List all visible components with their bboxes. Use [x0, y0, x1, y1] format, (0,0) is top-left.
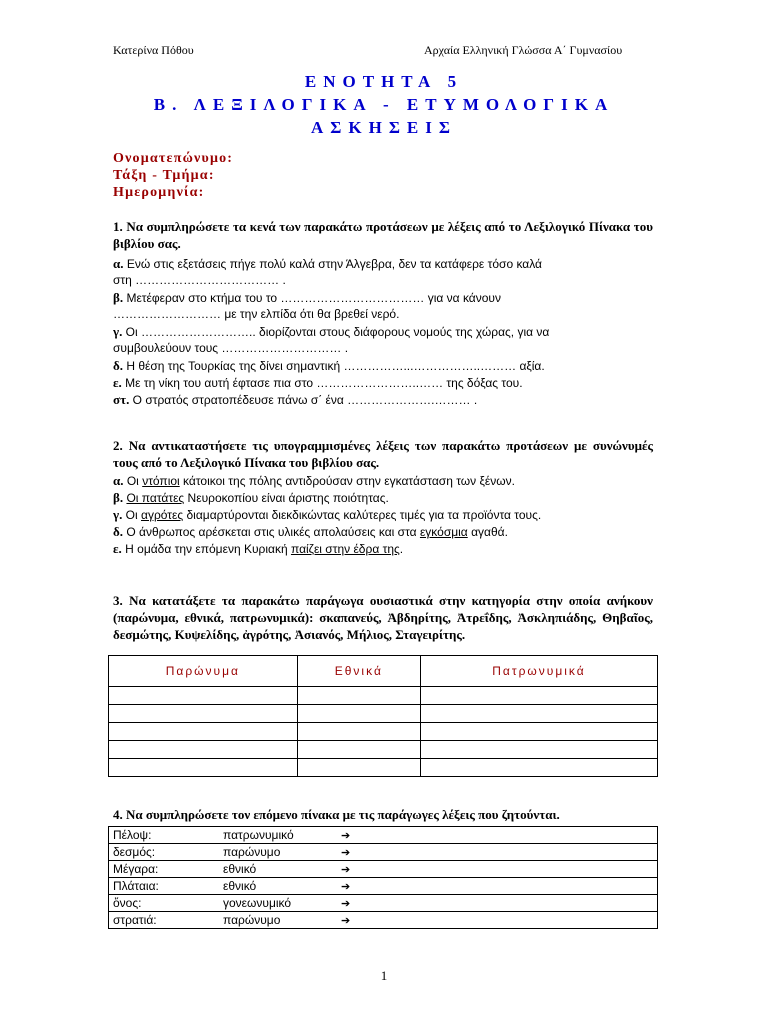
page-number: 1	[380, 968, 388, 983]
derivative-type: εθνικό	[223, 862, 257, 876]
answer-cell[interactable]	[109, 723, 298, 741]
item-marker: γ.	[113, 507, 123, 522]
q2-line	[113, 506, 653, 524]
table-row	[109, 723, 658, 741]
q1-line	[113, 357, 653, 375]
item-text: Ο άνθρωπος αρέσκεται στις υλικές απολαύσεις και στα	[123, 525, 420, 539]
item-text: αγαθά.	[467, 525, 508, 539]
item-marker: β.	[113, 290, 124, 305]
right-arrow-icon: ➔	[341, 847, 351, 859]
item-text: διαμαρτύρονται διεκδικώντας καλύτερες τιμές για τα προϊόντα τους.	[183, 508, 542, 522]
base-word: Μέγαρα:	[113, 862, 159, 876]
base-word: στρατιά:	[113, 913, 157, 927]
item-text: Με τη νίκη του αυτή έφτασε πια στο ……………………..…… της δόξας του.	[121, 376, 523, 390]
q4-prompt: 4. Να συμπληρώσετε τον επόμενο πίνακα με τις παράγωγες λέξεις που ζητούνται.	[113, 807, 560, 822]
answer-cell[interactable]	[109, 741, 298, 759]
item-marker: στ.	[113, 392, 130, 407]
item-marker: α.	[113, 256, 124, 271]
answer-cell[interactable]	[297, 705, 420, 723]
table-row	[109, 912, 658, 929]
derivative-cell[interactable]	[109, 861, 658, 878]
derivative-type: εθνικό	[223, 879, 257, 893]
derivative-cell[interactable]	[109, 895, 658, 912]
item-text: Νευροκοπίου είναι άριστης ποιότητας.	[184, 491, 389, 505]
q3-prompt: 3. Να κατατάξετε τα παρακάτω παράγωγα ουσιαστικά στην κατηγορία στην οποία ανήκουν (παρώνυμα, εθνικά, πατρωνυμικά): σκαπανεύς, Ἀβδηρίτης, Ἀτρεΐδης, Ἀσκληπιάδης, Θηβαῖος, δεσμώτης, Κυψελίδης, ἀγρότης, Ἀσιανός, Μήλιος, Σταγειρίτης.	[113, 593, 653, 642]
q1-line	[113, 323, 653, 341]
answer-cell[interactable]	[297, 759, 420, 777]
col-header-ethnika: Εθνικά	[297, 656, 420, 687]
q2-prompt: 2. Να αντικαταστήσετε τις υπογραμμισμένες λέξεις των παρακάτω προτάσεων με συνώνυμές τους από το Λεξιλογικό Πίνακα του βιβλίου σας.	[113, 438, 653, 470]
item-marker: δ.	[113, 358, 123, 373]
base-word: Πλάταια:	[113, 879, 159, 893]
base-word: δεσμός:	[113, 845, 156, 859]
derivative-type: γονεωνυμικό	[223, 896, 292, 910]
classification-table	[108, 655, 658, 777]
table-row	[109, 687, 658, 705]
name-label: Ονοματεπώνυμο:	[113, 151, 234, 166]
q1-line	[113, 272, 653, 289]
q1-line	[113, 306, 653, 323]
table-row	[109, 741, 658, 759]
derivative-type: παρώνυμο	[223, 845, 281, 859]
item-marker: α.	[113, 473, 124, 488]
date-label: Ημερομηνία:	[113, 185, 205, 200]
derivative-cell[interactable]	[109, 912, 658, 929]
q1-line	[113, 340, 653, 357]
col-header-patronymika: Πατρωνυμικά	[420, 656, 657, 687]
right-arrow-icon: ➔	[341, 915, 351, 927]
answer-cell[interactable]	[297, 741, 420, 759]
derivative-cell[interactable]	[109, 844, 658, 861]
item-text: Μετέφεραν στο κτήμα του το ……………………………… για να κάνουν	[123, 291, 501, 305]
answer-cell[interactable]	[297, 687, 420, 705]
item-marker: ε.	[113, 375, 122, 390]
item-marker: β.	[113, 490, 124, 505]
q1-prompt: 1. Να συμπληρώσετε τα κενά των παρακάτω προτάσεων με λέξεις από το Λεξιλογικό Πίνακα του βιβλίου σας.	[113, 219, 653, 251]
q1-line	[113, 255, 653, 273]
item-text: Οι	[123, 474, 143, 488]
answer-cell[interactable]	[297, 723, 420, 741]
underlined-word: Οι πατάτες	[126, 491, 185, 505]
item-text: κάτοικοι της πόλης αντιδρούσαν στην εγκατάσταση των ξένων.	[179, 474, 515, 488]
table-row	[109, 705, 658, 723]
item-marker: γ.	[113, 324, 123, 339]
table-row	[109, 759, 658, 777]
class-label: Τάξη - Τμήμα:	[113, 168, 215, 183]
course-name: Αρχαία Ελληνική Γλώσσα Α΄ Γυμνασίου	[424, 43, 623, 57]
item-marker: ε.	[113, 541, 122, 556]
right-arrow-icon: ➔	[341, 898, 351, 910]
underlined-word: ντόπιοι	[142, 474, 180, 488]
item-marker: δ.	[113, 524, 123, 539]
base-word: Πέλοψ:	[113, 828, 152, 842]
right-arrow-icon: ➔	[341, 881, 351, 893]
item-text: .	[399, 542, 404, 556]
table-row	[109, 878, 658, 895]
item-text: ……………………… με την ελπίδα ότι θα βρεθεί νερό.	[113, 307, 400, 321]
q1-line	[113, 391, 653, 409]
right-arrow-icon: ➔	[341, 864, 351, 876]
q2-line	[113, 523, 653, 541]
item-text: Οι ……………………….. διορίζονται στους διάφορους νομούς της χώρας, για να	[122, 325, 550, 339]
table-row	[109, 827, 658, 844]
q2-line	[113, 472, 653, 490]
answer-cell[interactable]	[420, 705, 657, 723]
answer-cell[interactable]	[420, 759, 657, 777]
item-text: Ο στρατός στρατοπέδευσε πάνω σ΄ ένα ………………….……… .	[129, 393, 478, 407]
answer-cell[interactable]	[420, 687, 657, 705]
q2-line	[113, 489, 653, 507]
item-text: Ενώ στις εξετάσεις πήγε πολύ καλά στην Άλγεβρα, δεν τα κατάφερε τόσο καλά	[123, 257, 542, 271]
item-text: Η ομάδα την επόμενη Κυριακή	[121, 542, 291, 556]
table-row	[109, 861, 658, 878]
section-title: Β. ΛΕΞΙΛΟΓΙΚΑ - ΕΤΥΜΟΛΟΓΙΚΑ	[153, 95, 615, 114]
answer-cell[interactable]	[420, 741, 657, 759]
answer-cell[interactable]	[109, 687, 298, 705]
exercises-title: ΑΣΚΗΣΕΙΣ	[310, 118, 458, 137]
col-header-paronyma: Παρώνυμα	[109, 656, 298, 687]
base-word: ὄνος:	[113, 896, 142, 910]
derivative-type: πατρωνυμικό	[223, 828, 294, 842]
answer-cell[interactable]	[420, 723, 657, 741]
item-text: στη ……………………………… .	[113, 273, 286, 287]
table-row	[109, 895, 658, 912]
right-arrow-icon: ➔	[341, 830, 351, 842]
derivative-cell[interactable]	[109, 878, 658, 895]
underlined-word: εγκόσμια	[419, 525, 468, 539]
author-name: Κατερίνα Πόθου	[113, 43, 194, 57]
q1-line	[113, 289, 653, 307]
derivative-type: παρώνυμο	[223, 913, 281, 927]
derivative-cell[interactable]	[109, 827, 658, 844]
item-text: συμβουλεύουν τους ………………………… .	[113, 341, 349, 355]
q2-line	[113, 540, 653, 558]
derivatives-table	[108, 826, 658, 929]
q1-line	[113, 374, 653, 392]
answer-cell[interactable]	[109, 705, 298, 723]
underlined-word: αγρότες	[141, 508, 184, 522]
underlined-word: παίζει στην έδρα της	[290, 542, 400, 556]
unit-title: ΕΝΟΤΗΤΑ 5	[304, 72, 464, 91]
answer-cell[interactable]	[109, 759, 298, 777]
item-text: Οι	[122, 508, 142, 522]
table-row	[109, 844, 658, 861]
item-text: Η θέση της Τουρκίας της δίνει σημαντική ……………...……………..……… αξία.	[123, 359, 545, 373]
